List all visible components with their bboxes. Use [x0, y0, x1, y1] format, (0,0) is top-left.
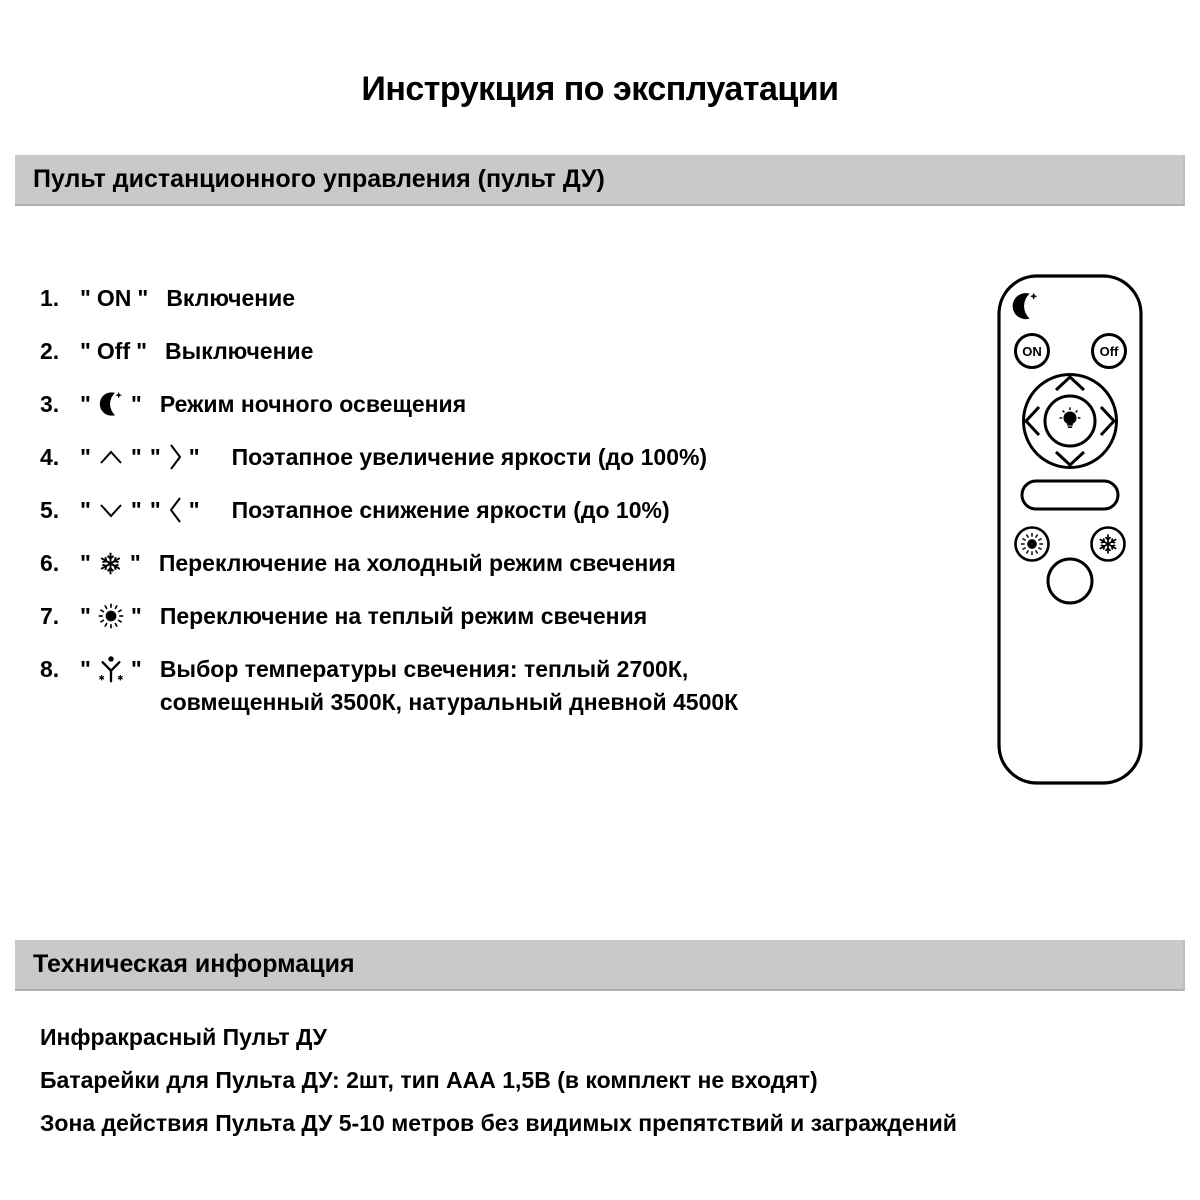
quote-mark: " — [80, 338, 91, 364]
quote-mark: " — [149, 444, 161, 470]
quote-mark: " — [137, 285, 149, 311]
item-number: 1. — [40, 285, 60, 311]
remote-control-illustration — [995, 272, 1145, 787]
quote-mark: " — [80, 497, 91, 523]
list-item — [40, 283, 940, 313]
quote-mark: " — [80, 391, 91, 417]
quote-mark: " — [130, 391, 142, 417]
remote-off-label: Off — [1099, 344, 1119, 359]
off-label: Off — [96, 338, 131, 364]
remote-pill-button[interactable] — [1022, 481, 1118, 509]
quote-mark: " — [188, 444, 200, 470]
list-item — [40, 495, 940, 525]
chevron-left-icon — [167, 495, 183, 525]
section-header-remote: Пульт дистанционного управления (пульт ДУ) — [15, 155, 1185, 206]
color-temp-select-icon — [97, 654, 125, 684]
quote-mark: " — [80, 550, 91, 576]
quote-mark: " — [129, 550, 141, 576]
item-text: Включение — [166, 285, 296, 311]
sun-icon — [97, 601, 125, 631]
item-number: 6. — [40, 550, 60, 576]
list-item — [40, 654, 940, 717]
chevron-up-icon — [97, 442, 125, 472]
list-item — [40, 548, 940, 578]
quote-mark: " — [130, 497, 142, 523]
list-item — [40, 601, 940, 631]
tech-info — [40, 1022, 1180, 1151]
quote-mark: " — [80, 656, 91, 682]
list-item — [40, 442, 940, 472]
quote-mark: " — [136, 338, 148, 364]
section-header-tech: Техническая информация — [15, 940, 1185, 991]
item-number: 7. — [40, 603, 60, 629]
quote-mark: " — [149, 497, 161, 523]
remote-round-button[interactable] — [1048, 559, 1092, 603]
item-number: 2. — [40, 338, 60, 364]
moon-icon — [97, 389, 125, 419]
tech-line-range: Зона действия Пульта ДУ 5-10 метров без видимых препятствий и заграждений — [40, 1110, 957, 1136]
item-number: 3. — [40, 391, 60, 417]
remote-brightness-dial[interactable] — [1024, 375, 1117, 468]
remote-functions-list — [40, 283, 940, 740]
item-text: Выключение — [165, 338, 314, 364]
remote-off-button[interactable] — [1093, 335, 1126, 368]
item-number: 8. — [40, 656, 60, 682]
item-text — [160, 654, 738, 717]
list-item — [40, 336, 940, 366]
item-text-line1: Выбор температуры свечения: теплый 2700К, — [159, 656, 689, 682]
item-number: 5. — [40, 497, 60, 523]
snowflake-icon — [97, 548, 124, 578]
item-text: Переключение на теплый режим свечения — [159, 603, 648, 629]
remote-on-label: ON — [1022, 344, 1042, 359]
tech-line-batteries: Батарейки для Пульта ДУ: 2шт, тип ААА 1,5В (в комплект не входят) — [40, 1067, 818, 1093]
tech-line-remote-type: Инфракрасный Пульт ДУ — [40, 1024, 327, 1050]
chevron-right-icon — [167, 442, 183, 472]
quote-mark: " — [130, 444, 142, 470]
item-text-line2: совмещенный 3500К, натуральный дневной 4500К — [159, 689, 739, 715]
quote-mark: " — [80, 444, 91, 470]
chevron-down-icon — [97, 495, 125, 525]
item-text: Поэтапное увеличение яркости (до 100%) — [231, 444, 708, 470]
quote-mark: " — [130, 656, 142, 682]
on-label: ON — [96, 285, 132, 311]
item-text: Переключение на холодный режим свечения — [158, 550, 676, 576]
item-text: Режим ночного освещения — [159, 391, 467, 417]
quote-mark: " — [80, 285, 91, 311]
item-text: Поэтапное снижение яркости (до 10%) — [231, 497, 670, 523]
remote-on-button[interactable] — [1016, 335, 1049, 368]
remote-cold-mode-button[interactable] — [1092, 528, 1125, 561]
item-number: 4. — [40, 444, 60, 470]
page-title: Инструкция по эксплуатации — [361, 70, 839, 108]
remote-warm-mode-button[interactable] — [1016, 528, 1049, 561]
list-item — [40, 389, 940, 419]
quote-mark: " — [130, 603, 142, 629]
quote-mark: " — [188, 497, 200, 523]
quote-mark: " — [80, 603, 91, 629]
